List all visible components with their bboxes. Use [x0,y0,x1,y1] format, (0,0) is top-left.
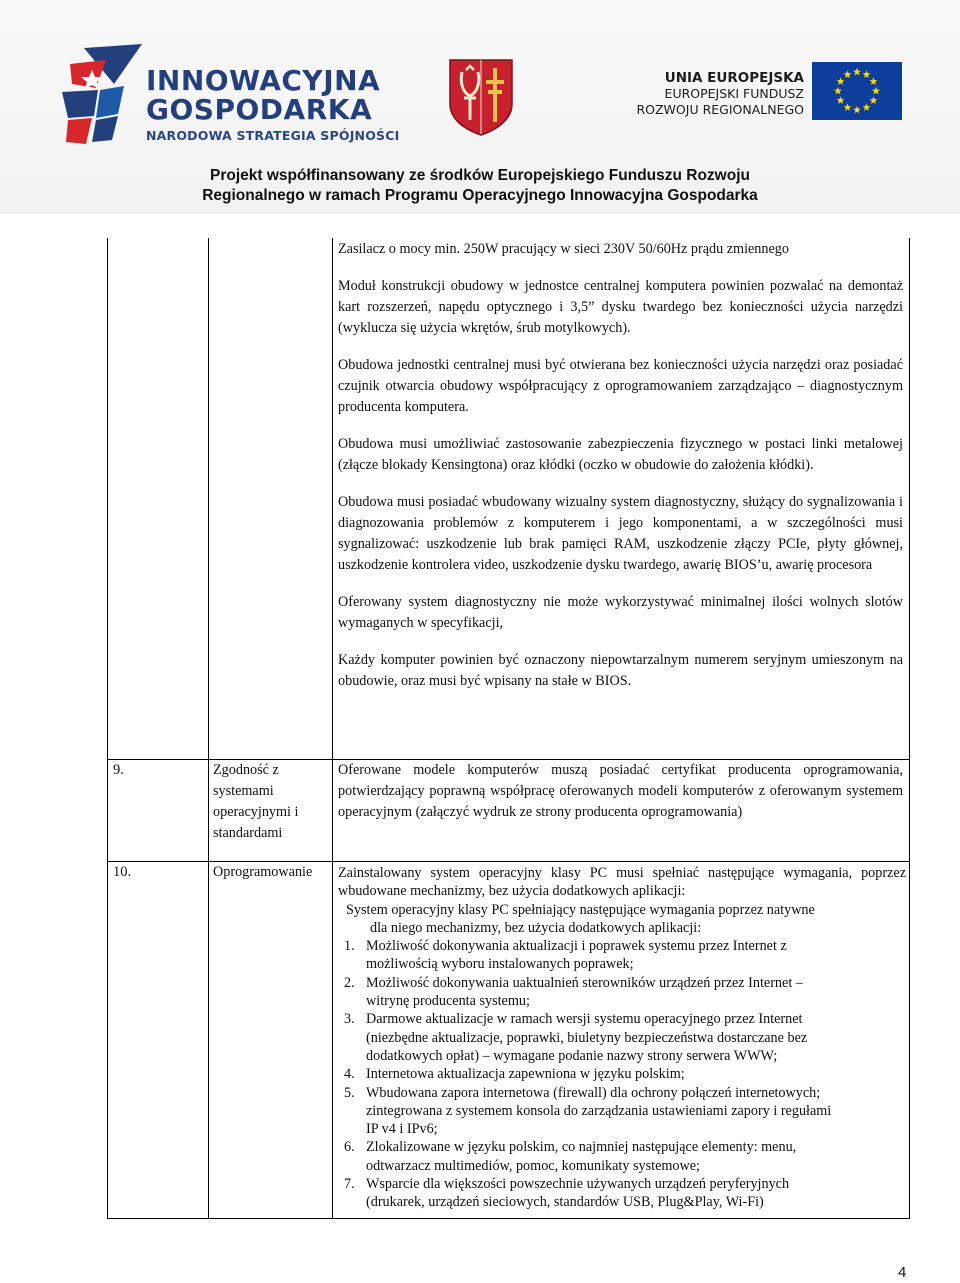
os-requirement-line: IP v4 i IPv6; [366,1121,438,1138]
os-requirement-text [366,1138,906,1175]
ig-logo-line1: INNOWACYJNA [146,64,381,97]
row-9-number: 9. [113,762,124,778]
os-requirement-text [366,1010,906,1065]
spec-paragraph: Obudowa musi umożliwiać zastosowanie zabezpieczenia fizycznego w postaci linki metalowej (złącze blokady Kensingtona) oraz kłódki (oczko w obudowie do założenia kłódki). [338,436,903,473]
eu-flag-icon [812,62,902,120]
eu-logo-line1: UNIA EUROPEJSKA [664,70,804,86]
os-requirement-number: 7. [344,1176,355,1193]
os-requirement-text [366,1175,906,1212]
project-line-2: Regionalnego w ramach Programu Operacyjnego Innowacyjna Gospodarka [202,187,758,204]
os-requirement-line: Internetowa aktualizacja zapewniona w języku polskim; [366,1066,685,1083]
os-requirement-line: witrynę producenta systemu; [366,993,530,1010]
table-border-right [909,238,910,1219]
eu-logo-line3: ROZWOJU REGIONALNEGO [636,102,804,117]
os-requirement-line: zintegrowana z systemem konsola do zarządzania ustawieniami zapory i regułami [366,1102,832,1119]
row-9-paragraph: Oferowane modele komputerów muszą posiadać certyfikat producenta oprogramowania, potwierdzający poprawną współpracę oferowanych modeli komputerów z oferowanym systemem operacyjnym (załączyć wydruk ze strony producenta oprogramowania) [338,762,903,820]
os-requirement-number: 5. [344,1084,355,1101]
page-header [0,0,960,214]
row-10-content [338,864,906,1212]
os-requirement-text [366,1084,906,1139]
os-requirement-number: 2. [344,974,355,991]
os-requirement-item [338,937,906,974]
page-number: 4 [898,1264,907,1281]
os-requirement-text [366,937,906,974]
spec-paragraph: Obudowa musi posiadać wbudowany wizualny system diagnostyczny, służący do sygnalizowania i diagnozowania problemów z komputerem i jego komponentami, a w szczególności musi sygnalizować: uszkodzenie lub brak pamięci RAM, uszkodzenie złączy PCIe, płyty głównej, uszkodzenie kontrolera video, uszkodzenie dysku twardego, awarię BIOS’u, awarię procesora [338,494,903,573]
os-requirement-number: 6. [344,1139,355,1156]
row-9-label: Zgodność z systemami operacyjnymi i standardami [213,762,299,841]
os-requirement-item [338,1010,906,1065]
os-requirement-text [366,974,906,1011]
os-requirements-sub-intro [338,901,906,938]
continued-row-content [338,239,903,708]
spec-paragraph: Zasilacz o mocy min. 250W pracujący w sieci 230V 50/60Hz prądu zmiennego [338,241,789,257]
row-9-text [338,760,903,823]
os-requirement-line: Zlokalizowane w języku polskim, co najmniej następujące elementy: menu, [366,1139,797,1156]
os-requirement-line: Wsparcie dla większości powszechnie używanych urządzeń peryferyjnych [366,1176,790,1193]
os-requirement-line: możliwością wyboru instalowanych poprawek; [366,956,634,973]
os-requirement-line: Możliwość dokonywania uaktualnień sterowników urządzeń przez Internet – [366,974,803,991]
spec-paragraph: Każdy komputer powinien być oznaczony niepowtarzalnym numerem seryjnym umieszonym na obudowie, oraz musi być wpisany na stałe w BIOS. [338,652,903,689]
os-requirements-intro: Zainstalowany system operacyjny klasy PC musi spełniać następujące wymagania, poprzez wbudowane mechanizmy, bez użycia dodatkowych aplikacji: [338,865,906,900]
table-border-left [107,238,108,1219]
os-requirements-list [338,937,906,1211]
project-cofinancing-notice [0,166,960,206]
project-line-1: Projekt współfinansowany ze środków Europejskiego Funduszu Rozwoju [210,167,750,184]
os-requirement-item [338,1065,906,1083]
regional-crest-icon [448,58,514,136]
ig-logo-line3: NARODOWA STRATEGIA SPÓJNOŚCI [146,128,400,143]
os-sub-intro-line2: dla niego mechanizmy, bez użycia dodatkowych aplikacji: [370,919,702,936]
spec-paragraph: Obudowa jednostki centralnej musi być otwierana bez konieczności użycia narzędzi oraz posiadać czujnik otwarcia obudowy współpracujący z oprogramowaniem zarządzająco – diagnostycznym producenta komputera. [338,357,903,415]
row-10-number: 10. [113,864,132,880]
innowacyjna-gospodarka-wordmark [146,66,399,143]
os-requirement-line: (drukarek, urządzeń sieciowych, standardów USB, Plug&Play, Wi-Fi) [366,1194,764,1211]
os-requirement-line: odtwarzacz multimediów, pomoc, komunikaty systemowe; [366,1157,700,1174]
os-requirement-item [338,974,906,1011]
os-requirement-number: 3. [344,1011,355,1028]
os-sub-intro-line1: System operacyjny klasy PC spełniający następujące wymagania poprzez natywne [346,901,815,918]
os-requirement-line: (niezbędne aktualizacje, poprawki, biuletyny bezpieczeństwa dostarczane bez [366,1029,808,1046]
table-border-col2 [332,238,333,1219]
os-requirement-line: Możliwość dokonywania aktualizacji i poprawek systemu przez Internet z [366,938,787,955]
os-requirement-number: 1. [344,938,355,955]
eu-logo-line2: EUROPEJSKI FUNDUSZ [664,86,804,101]
eu-wordmark [612,70,804,118]
os-requirement-line: Wbudowana zapora internetowa (firewall) dla ochrony połączeń internetowych; [366,1084,821,1101]
os-requirement-item [338,1175,906,1212]
ig-logo-line2: GOSPODARKA [146,93,373,126]
spec-paragraph: Moduł konstrukcji obudowy w jednostce centralnej komputera powinien pozwalać na demontaż kart rozszerzeń, napędu optycznego i 3,5” dysku twardego bez konieczności użycia narzędzi (wyklucza się użycia wkrętów, śrub motylkowych). [338,278,903,336]
row-10-label: Oprogramowanie [213,864,313,880]
table-border-col1 [208,238,209,1219]
table-border-bottom [107,1218,910,1219]
innowacyjna-gospodarka-logo-icon [62,44,142,144]
os-requirement-text [366,1065,906,1083]
os-requirement-item [338,1084,906,1139]
os-requirement-line: Darmowe aktualizacje w ramach wersji systemu operacyjnego przez Internet [366,1011,803,1028]
os-requirement-number: 4. [344,1066,355,1083]
spec-paragraph: Oferowany system diagnostyczny nie może wykorzystywać minimalnej ilości wolnych slotów wymaganych w specyfikacji, [338,594,903,631]
os-requirement-item [338,1138,906,1175]
os-requirement-line: dodatkowych opłat) – wymagane podanie nazwy strony serwera WWW; [366,1047,778,1064]
